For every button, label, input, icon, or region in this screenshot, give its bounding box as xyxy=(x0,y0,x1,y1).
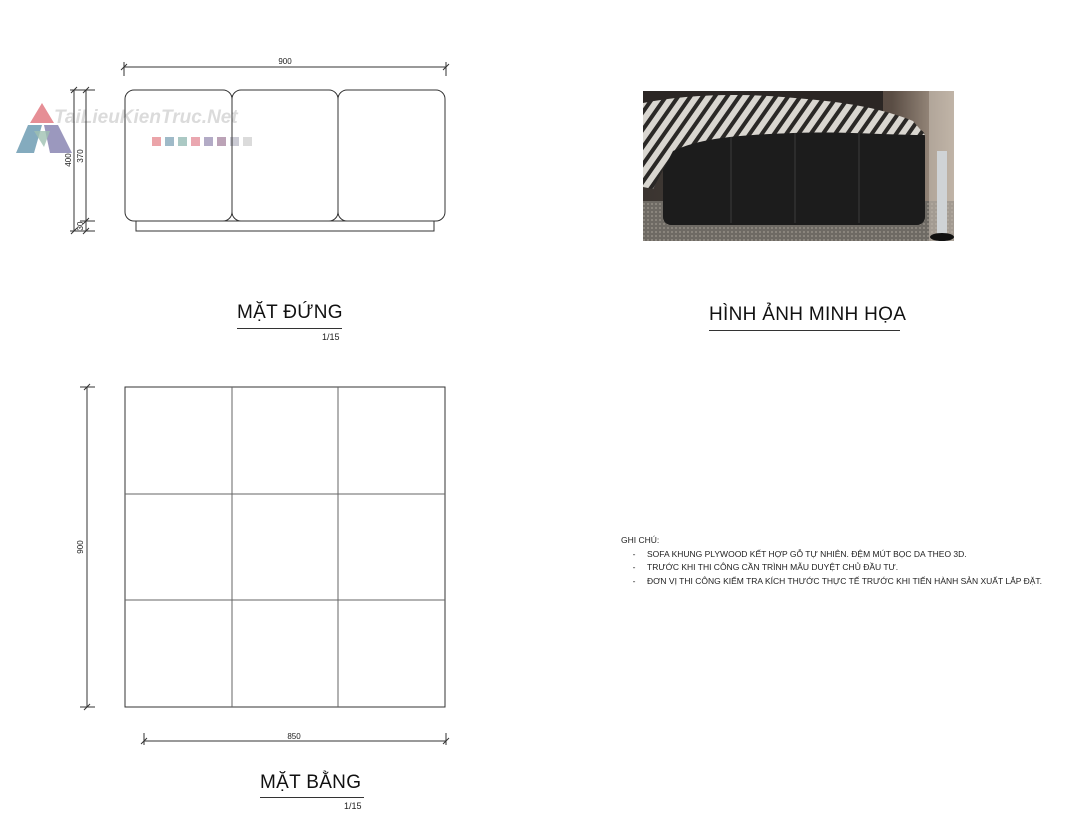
plan-title: MẶT BẰNG xyxy=(260,772,362,793)
notes-bullet: - xyxy=(632,575,636,586)
illustration-photo xyxy=(643,91,954,241)
illustration-title-underline xyxy=(709,330,900,331)
notes-block xyxy=(621,534,1042,588)
ottoman-photo-image xyxy=(643,91,954,241)
elevation-total-height-label: 400 xyxy=(64,153,73,167)
notes-bullet: - xyxy=(632,548,636,559)
elevation-cushion-left xyxy=(125,90,232,221)
watermark-text: TaiLieuKienTruc.Net xyxy=(54,107,238,128)
plan-outline xyxy=(125,387,445,707)
elevation-cushion-right xyxy=(338,90,445,221)
plan-width-label: 850 xyxy=(287,732,301,741)
plan-depth-label: 900 xyxy=(76,540,85,554)
elevation-base xyxy=(136,221,434,231)
plan-view xyxy=(80,384,449,745)
elevation-view xyxy=(70,62,449,234)
illustration-title: HÌNH ẢNH MINH HỌA xyxy=(709,304,907,325)
elevation-title-underline xyxy=(237,328,342,329)
elevation-scale: 1/15 xyxy=(322,332,340,342)
notes-item-text: TRƯỚC KHI THI CÔNG CẦN TRÌNH MẪU DUYỆT CHỦ ĐẦU TƯ. xyxy=(647,562,899,572)
elevation-base-height-label: 30 xyxy=(76,221,85,231)
elevation-title: MẶT ĐỨNG xyxy=(237,302,343,323)
notes-item xyxy=(621,548,1042,562)
elevation-width-label: 900 xyxy=(278,57,292,66)
notes-item-text: ĐƠN VỊ THI CÔNG KIỂM TRA KÍCH THƯỚC THỰC TẾ TRƯỚC KHI TIẾN HÀNH SẢN XUẤT LẮP ĐẶT. xyxy=(647,575,1043,586)
elevation-body-height-label: 370 xyxy=(76,149,85,163)
elevation-cushion-middle xyxy=(232,90,338,221)
notes-bullet: - xyxy=(632,562,636,572)
plan-scale: 1/15 xyxy=(344,801,362,811)
notes-heading: GHI CHÚ: xyxy=(621,535,660,545)
notes-item xyxy=(621,575,1042,589)
plan-title-underline xyxy=(260,797,364,798)
notes-item xyxy=(621,561,1042,575)
notes-item-text: SOFA KHUNG PLYWOOD KẾT HỢP GỖ TỰ NHIÊN. ĐỆM MÚT BỌC DA THEO 3D. xyxy=(647,548,967,559)
